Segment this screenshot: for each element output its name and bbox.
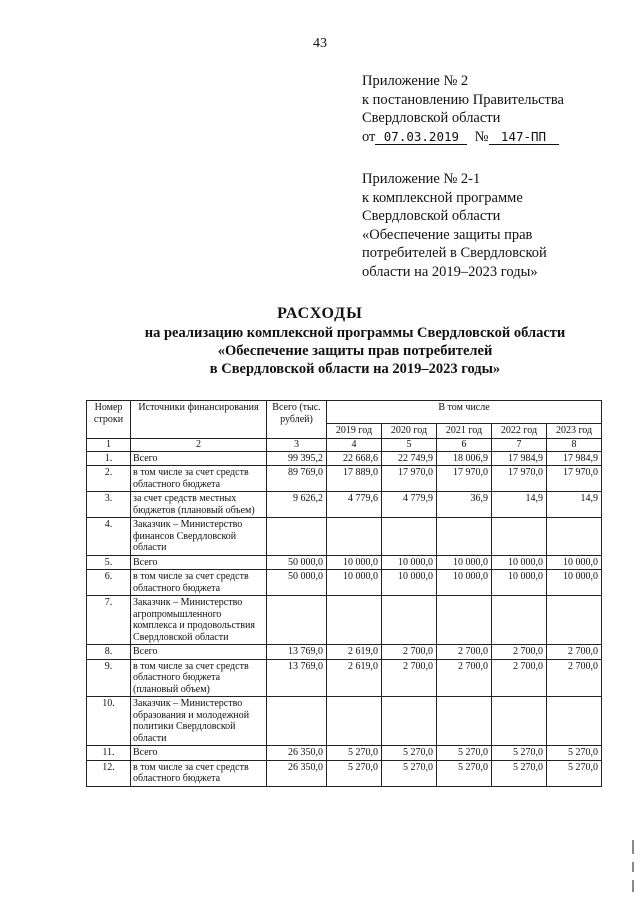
year-2023-cell bbox=[547, 697, 602, 746]
row-number-cell: 5. bbox=[87, 555, 131, 570]
page-number: 43 bbox=[313, 36, 327, 51]
year-2020-cell: 5 270,0 bbox=[382, 746, 437, 761]
row-number-cell: 6. bbox=[87, 570, 131, 596]
row-number-cell: 8. bbox=[87, 645, 131, 660]
year-2022-cell: 14,9 bbox=[492, 492, 547, 518]
row-number-cell: 10. bbox=[87, 697, 131, 746]
source-cell: за счет средств местных бюджетов (плановый объем) bbox=[131, 492, 267, 518]
year-2021-cell bbox=[437, 697, 492, 746]
year-2019-cell: 2 619,0 bbox=[327, 659, 382, 697]
year-2021-cell: 5 270,0 bbox=[437, 760, 492, 786]
appendix-region-line: Свердловской области bbox=[362, 110, 501, 126]
year-2021-cell: 5 270,0 bbox=[437, 746, 492, 761]
year-2022-cell: 10 000,0 bbox=[492, 555, 547, 570]
year-2023-cell: 5 270,0 bbox=[547, 746, 602, 761]
year-2021-cell: 2 700,0 bbox=[437, 645, 492, 660]
decree-number: 147-ПП bbox=[489, 129, 559, 145]
appendix-decree-block bbox=[362, 72, 564, 146]
appendix-program-block bbox=[362, 170, 547, 281]
table-row bbox=[87, 492, 602, 518]
total-cell: 13 769,0 bbox=[267, 659, 327, 697]
year-2023-cell: 17 970,0 bbox=[547, 466, 602, 492]
source-cell: в том числе за счет средств областного бюджета bbox=[131, 466, 267, 492]
year-2019-cell: 10 000,0 bbox=[327, 570, 382, 596]
year-2022-cell: 2 700,0 bbox=[492, 659, 547, 697]
source-cell: в том числе за счет средств областного бюджета bbox=[131, 760, 267, 786]
year-2020-cell: 17 970,0 bbox=[382, 466, 437, 492]
year-2020-cell bbox=[382, 697, 437, 746]
table-row bbox=[87, 555, 602, 570]
column-index: 2 bbox=[131, 438, 267, 451]
total-cell bbox=[267, 518, 327, 556]
year-2023-cell: 10 000,0 bbox=[547, 555, 602, 570]
column-index: 8 bbox=[547, 438, 602, 451]
source-cell: в том числе за счет средств областного бюджета (плановый объем) bbox=[131, 659, 267, 697]
appendix-program-line-6: области на 2019–2023 годы» bbox=[362, 263, 538, 280]
column-index: 5 bbox=[382, 438, 437, 451]
total-cell: 89 769,0 bbox=[267, 466, 327, 492]
title-line-3: в Свердловской области на 2019–2023 годы» bbox=[209, 361, 501, 377]
document-title bbox=[0, 304, 640, 378]
year-2019-cell bbox=[327, 518, 382, 556]
source-cell: Всего bbox=[131, 555, 267, 570]
year-2021-cell: 10 000,0 bbox=[437, 570, 492, 596]
source-cell: в том числе за счет средств областного бюджета bbox=[131, 570, 267, 596]
number-prefix: № bbox=[474, 128, 489, 145]
header-source: Источники финансирования bbox=[131, 401, 267, 439]
year-2023-cell: 17 984,9 bbox=[547, 451, 602, 466]
year-2023-cell: 2 700,0 bbox=[547, 659, 602, 697]
year-2019-cell bbox=[327, 697, 382, 746]
table-row bbox=[87, 760, 602, 786]
table-row bbox=[87, 596, 602, 645]
row-number-cell: 7. bbox=[87, 596, 131, 645]
year-2023-cell: 10 000,0 bbox=[547, 570, 602, 596]
year-2022-cell bbox=[492, 697, 547, 746]
year-2023-cell: 2 700,0 bbox=[547, 645, 602, 660]
year-2021-cell: 17 970,0 bbox=[437, 466, 492, 492]
row-number-cell: 9. bbox=[87, 659, 131, 697]
title-main: РАСХОДЫ bbox=[277, 305, 363, 322]
table-row bbox=[87, 659, 602, 697]
header-year-2021: 2021 год bbox=[437, 424, 492, 439]
appendix-decree-line: к постановлению Правительства bbox=[362, 91, 564, 108]
year-2021-cell bbox=[437, 518, 492, 556]
total-cell bbox=[267, 596, 327, 645]
appendix-program-line-3: Свердловской области bbox=[362, 208, 501, 224]
table-row bbox=[87, 570, 602, 596]
year-2019-cell: 17 889,0 bbox=[327, 466, 382, 492]
year-2019-cell: 4 779,6 bbox=[327, 492, 382, 518]
total-cell: 26 350,0 bbox=[267, 746, 327, 761]
year-2020-cell bbox=[382, 596, 437, 645]
row-number-cell: 11. bbox=[87, 746, 131, 761]
year-2019-cell: 10 000,0 bbox=[327, 555, 382, 570]
year-2022-cell: 17 970,0 bbox=[492, 466, 547, 492]
year-2019-cell: 22 668,6 bbox=[327, 451, 382, 466]
table-row bbox=[87, 518, 602, 556]
header-row-number: Номер строки bbox=[87, 401, 131, 439]
header-year-2019: 2019 год bbox=[327, 424, 382, 439]
title-line-1: на реализацию комплексной программы Свердловской области bbox=[144, 325, 566, 341]
row-number-cell: 4. bbox=[87, 518, 131, 556]
year-2022-cell: 5 270,0 bbox=[492, 760, 547, 786]
year-2021-cell: 2 700,0 bbox=[437, 659, 492, 697]
year-2021-cell: 36,9 bbox=[437, 492, 492, 518]
year-2022-cell: 2 700,0 bbox=[492, 645, 547, 660]
source-cell: Всего bbox=[131, 645, 267, 660]
table-row bbox=[87, 697, 602, 746]
year-2021-cell bbox=[437, 596, 492, 645]
source-cell: Всего bbox=[131, 451, 267, 466]
title-line-2: «Обеспечение защиты прав потребителей bbox=[217, 343, 493, 359]
appendix-title: Приложение № 2 bbox=[362, 73, 469, 89]
total-cell: 50 000,0 bbox=[267, 570, 327, 596]
year-2020-cell: 2 700,0 bbox=[382, 645, 437, 660]
date-prefix: от bbox=[362, 128, 376, 145]
year-2022-cell bbox=[492, 596, 547, 645]
column-index-row bbox=[87, 438, 602, 451]
source-cell: Всего bbox=[131, 746, 267, 761]
source-cell: Заказчик – Министерство финансов Свердловской области bbox=[131, 518, 267, 556]
appendix-program-line-1: Приложение № 2-1 bbox=[362, 171, 481, 187]
year-2020-cell: 22 749,9 bbox=[382, 451, 437, 466]
total-cell: 13 769,0 bbox=[267, 645, 327, 660]
year-2022-cell: 10 000,0 bbox=[492, 570, 547, 596]
year-2020-cell: 10 000,0 bbox=[382, 555, 437, 570]
year-2023-cell: 14,9 bbox=[547, 492, 602, 518]
column-index: 6 bbox=[437, 438, 492, 451]
source-cell: Заказчик – Министерство агропромышленного комплекса и продовольствия Свердловской области bbox=[131, 596, 267, 645]
year-2023-cell bbox=[547, 518, 602, 556]
decree-date-line bbox=[362, 128, 564, 147]
header-year-2020: 2020 год bbox=[382, 424, 437, 439]
year-2021-cell: 18 006,9 bbox=[437, 451, 492, 466]
year-2022-cell: 5 270,0 bbox=[492, 746, 547, 761]
decree-date: 07.03.2019 bbox=[375, 129, 467, 145]
total-cell: 99 395,2 bbox=[267, 451, 327, 466]
header-including: В том числе bbox=[327, 401, 602, 424]
expenses-table-body bbox=[87, 451, 602, 786]
total-cell: 50 000,0 bbox=[267, 555, 327, 570]
column-index: 1 bbox=[87, 438, 131, 451]
year-2020-cell bbox=[382, 518, 437, 556]
scan-edge-mark bbox=[632, 862, 634, 872]
total-cell bbox=[267, 697, 327, 746]
year-2020-cell: 5 270,0 bbox=[382, 760, 437, 786]
year-2019-cell bbox=[327, 596, 382, 645]
year-2022-cell bbox=[492, 518, 547, 556]
scan-edge-mark bbox=[632, 840, 634, 854]
year-2023-cell: 5 270,0 bbox=[547, 760, 602, 786]
table-row bbox=[87, 466, 602, 492]
year-2019-cell: 5 270,0 bbox=[327, 746, 382, 761]
header-total: Всего (тыс. рублей) bbox=[267, 401, 327, 439]
table-row bbox=[87, 746, 602, 761]
year-2023-cell bbox=[547, 596, 602, 645]
column-index: 3 bbox=[267, 438, 327, 451]
header-year-2023: 2023 год bbox=[547, 424, 602, 439]
year-2021-cell: 10 000,0 bbox=[437, 555, 492, 570]
appendix-program-line-4: «Обеспечение защиты прав bbox=[362, 226, 533, 243]
table-row bbox=[87, 451, 602, 466]
appendix-program-line-2: к комплексной программе bbox=[362, 189, 523, 206]
row-number-cell: 3. bbox=[87, 492, 131, 518]
year-2020-cell: 10 000,0 bbox=[382, 570, 437, 596]
year-2019-cell: 2 619,0 bbox=[327, 645, 382, 660]
column-index: 4 bbox=[327, 438, 382, 451]
column-index: 7 bbox=[492, 438, 547, 451]
appendix-program-line-5: потребителей в Свердловской bbox=[362, 245, 547, 261]
year-2022-cell: 17 984,9 bbox=[492, 451, 547, 466]
source-cell: Заказчик – Министерство образования и молодежной политики Свердловской области bbox=[131, 697, 267, 746]
scan-edge-mark bbox=[632, 880, 634, 892]
year-2019-cell: 5 270,0 bbox=[327, 760, 382, 786]
table-row bbox=[87, 645, 602, 660]
row-number-cell: 2. bbox=[87, 466, 131, 492]
year-2020-cell: 2 700,0 bbox=[382, 659, 437, 697]
total-cell: 26 350,0 bbox=[267, 760, 327, 786]
row-number-cell: 12. bbox=[87, 760, 131, 786]
row-number-cell: 1. bbox=[87, 451, 131, 466]
year-2020-cell: 4 779,9 bbox=[382, 492, 437, 518]
expenses-table bbox=[86, 400, 602, 787]
header-year-2022: 2022 год bbox=[492, 424, 547, 439]
total-cell: 9 626,2 bbox=[267, 492, 327, 518]
